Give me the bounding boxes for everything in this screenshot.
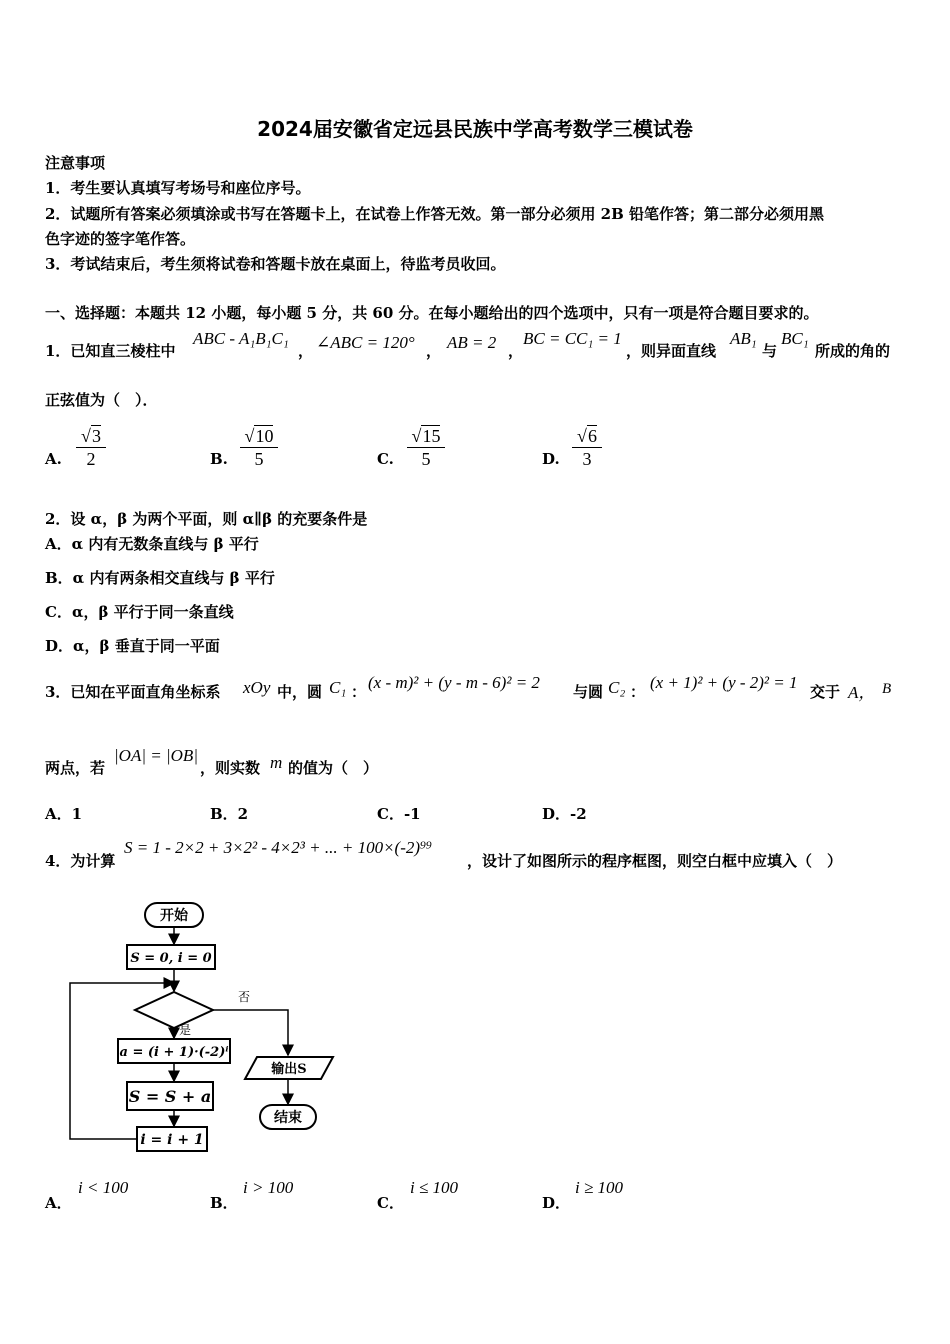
q3-text: 中，圆 [277,683,323,701]
q4-option-a-expr: i < 100 [78,1178,129,1197]
q1-angle: ∠ABC = 120° [316,333,415,352]
q1-text: 1．已知直三棱柱中 [45,342,176,360]
q3-text: 与圆 [573,683,604,701]
flow-end-text: 结束 [274,1110,302,1126]
q1-option-b-value: $\frac{√10}{5}$ [240,426,278,470]
q1-option-a-label: A. [45,450,62,468]
q3-option-a: A．1 [45,805,83,823]
q2-option-d: D．α，β 垂直于同一平面 [45,637,220,655]
q3-text: 3．已知在平面直角坐标系 [45,683,221,701]
q2-option-c: C．α，β 平行于同一条直线 [45,603,234,621]
q1-text: 正弦值为（ ）． [45,391,158,409]
q4-option-c-label: C． [377,1194,404,1212]
q3-text: ： [351,683,367,701]
q3-circle2-eq: (x + 1)² + (y - 2)² = 1 [650,673,798,692]
q4-option-d-label: D． [542,1194,571,1212]
q3-option-c: C．-1 [377,805,421,823]
notice-item: 2．试题所有答案必须填涂或书写在答题卡上，在试卷上作答无效。第一部分必须用 2B 铅笔作答；第二部分必须用黑 [45,205,825,223]
q4-option-a-label: A． [45,1194,72,1212]
q1-prism: ABC - A₁B₁C₁ [193,329,289,348]
q4-option-d-expr: i ≥ 100 [575,1178,624,1197]
notice-item: 1．考生要认真填写考场号和座位序号。 [45,179,311,197]
q4-option-c-expr: i ≤ 100 [410,1178,459,1197]
section-heading: 一、选择题：本题共 12 小题，每小题 5 分，共 60 分。在每小题给出的四个选项中，只有一项是符合题目要求的。 [45,304,819,322]
notice-item: 色字迹的签字笔作答。 [45,230,196,248]
flow-no-label: 否 [238,990,251,1004]
flow-step-s-text: S = S + a [128,1087,212,1106]
flow-output-text: 输出S [271,1062,307,1077]
q4-text: ，设计了如图所示的程序框图，则空白框中应填入（ ） [467,852,843,870]
q1-ab: AB = 2 [447,333,497,352]
q1-option-d-label: D. [542,450,560,468]
flow-start-text: 开始 [160,908,188,924]
flow-condition-blank [135,992,213,1028]
q2-stem: 2．设 α，β 为两个平面，则 α∥β 的充要条件是 [45,510,368,528]
q1-option-a-value: $\frac{√3}{2}$ [76,426,106,470]
q3-c1: C₁ [329,678,347,697]
q2-option-a: A．α 内有无数条直线与 β 平行 [45,535,259,553]
q3-point-b: B [882,681,892,697]
q4-option-b-expr: i > 100 [243,1178,294,1197]
flow-yes-label: 是 [179,1023,192,1037]
q3-c2: C₂ [608,678,626,697]
q3-text: 两点，若 [45,759,106,777]
q4-text: 4．为计算 [45,852,116,870]
q4-sum-formula: S = 1 - 2×2 + 3×2² - 4×2³ + ... + 100×(-2)⁹⁹ [124,838,432,857]
q1-ab1: AB₁ [730,329,757,348]
q1-option-b-label: B. [210,450,228,468]
q1-sep: ， [508,342,524,360]
q1-text: ，则异面直线 [626,342,717,360]
notice-item: 3．考试结束后，考生须将试卷和答题卡放在桌面上，待监考员收回。 [45,255,506,273]
q3-option-d: D．-2 [542,805,587,823]
q3-condition: |OA| = |OB| [114,746,198,765]
q4-option-b-label: B． [210,1194,238,1212]
flow-init-text: S = 0, i = 0 [130,951,212,966]
q3-text: 交于 [810,683,841,701]
q3-text: ，则实数 [200,759,261,777]
q3-xoy: xOy [243,678,271,697]
q1-bc1: BC₁ [781,329,809,348]
q1-text: 所成的角的 [815,342,891,360]
q1-option-c-label: C. [377,450,394,468]
q3-m: m [270,753,283,772]
q1-bc: BC = CC₁ = 1 [523,329,622,348]
flow-step-i-text: i = i + 1 [140,1132,204,1148]
flow-step-a-text: a = (i + 1)·(-2)ⁱ [119,1045,229,1060]
q1-sep: ， [426,342,442,360]
q1-sep: ， [298,342,314,360]
q3-text: 的值为（ ） [288,759,379,777]
q3-text: ： [630,683,646,701]
q1-option-c-value: $\frac{√15}{5}$ [407,426,445,470]
q2-option-b: B．α 内有两条相交直线与 β 平行 [45,569,275,587]
q3-circle1-eq: (x - m)² + (y - m - 6)² = 2 [368,673,540,692]
q3-point-a: A， [848,683,876,702]
q1-text: 与 [762,342,778,360]
notice-heading: 注意事项 [45,154,106,172]
flowchart [45,895,340,1160]
q1-option-d-value: $\frac{√6}{3}$ [572,426,602,470]
page-title: 2024届安徽省定远县民族中学高考数学三模试卷 [257,117,693,141]
q3-option-b: B．2 [210,805,249,823]
